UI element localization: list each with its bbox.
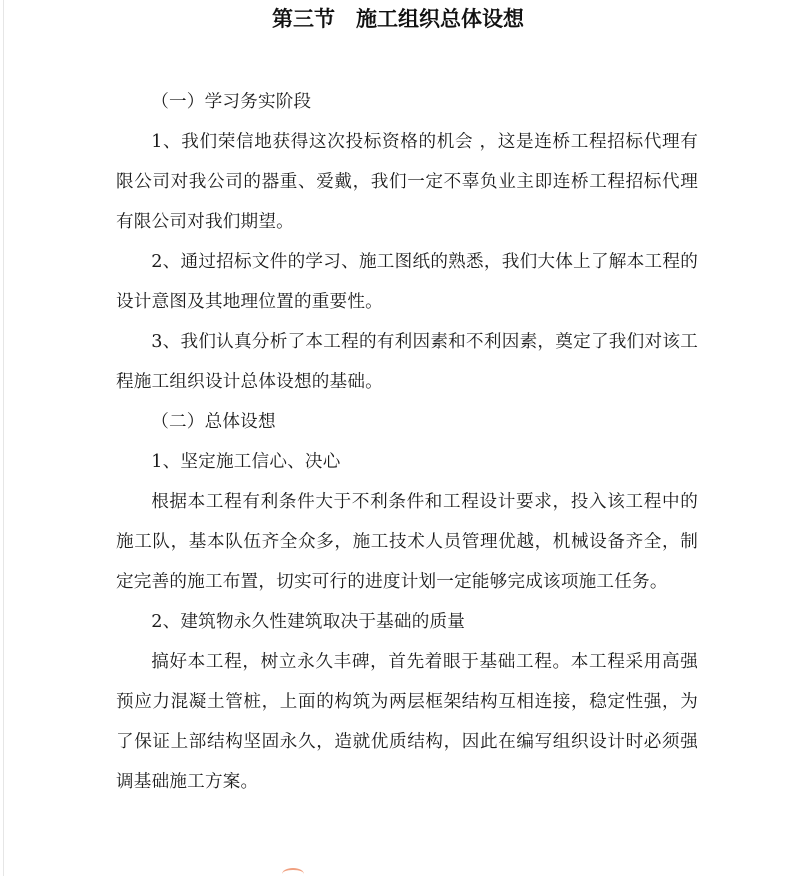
heading-learning-stage: （一）学习务实阶段 [151,92,312,112]
section-title: 第三节 施工组织总体设想 [272,7,524,31]
heading-overall-plan: （二）总体设想 [151,412,276,432]
paragraph-confidence-body: 根据本工程有利条件大于不利条件和工程设计要求，投入该工程中的施工队，基本队伍齐全众多，施工技术人员管理优越，机械设备齐全，制定完善的施工布置，切实可行的进度计划一定能够完成该项施工任务。 [116,492,698,592]
page-left-border [3,0,4,876]
subheading-foundation-quality: 2、建筑物永久性建筑取决于基础的质量 [151,612,466,632]
paragraph-foundation-body: 搞好本工程，树立永久丰碑，首先着眼于基础工程。本工程采用高强预应力混凝土管桩，上面的构筑为两层框架结构互相连接，稳定性强，为了保证上部结构坚固永久，造就优质结构，因此在编写组织设计时必须强调基础施工方案。 [116,652,698,792]
paragraph-item-2: 2、通过招标文件的学习、施工图纸的熟悉，我们大体上了解本工程的设计意图及其地理位置的重要性。 [116,252,698,312]
paragraph-item-3: 3、我们认真分析了本工程的有利因素和不利因素，奠定了我们对该工程施工组织设计总体设想的基础。 [116,332,698,392]
paragraph-item-1: 1、我们荣信地获得这次投标资格的机会 ，这是连桥工程招标代理有限公司对我公司的器重、爱戴，我们一定不辜负业主即连桥工程招标代理有限公司对我们期望。 [116,132,698,232]
document-body [116,82,698,802]
decorative-mark [282,868,304,880]
subheading-confidence: 1、坚定施工信心、决心 [151,452,341,472]
